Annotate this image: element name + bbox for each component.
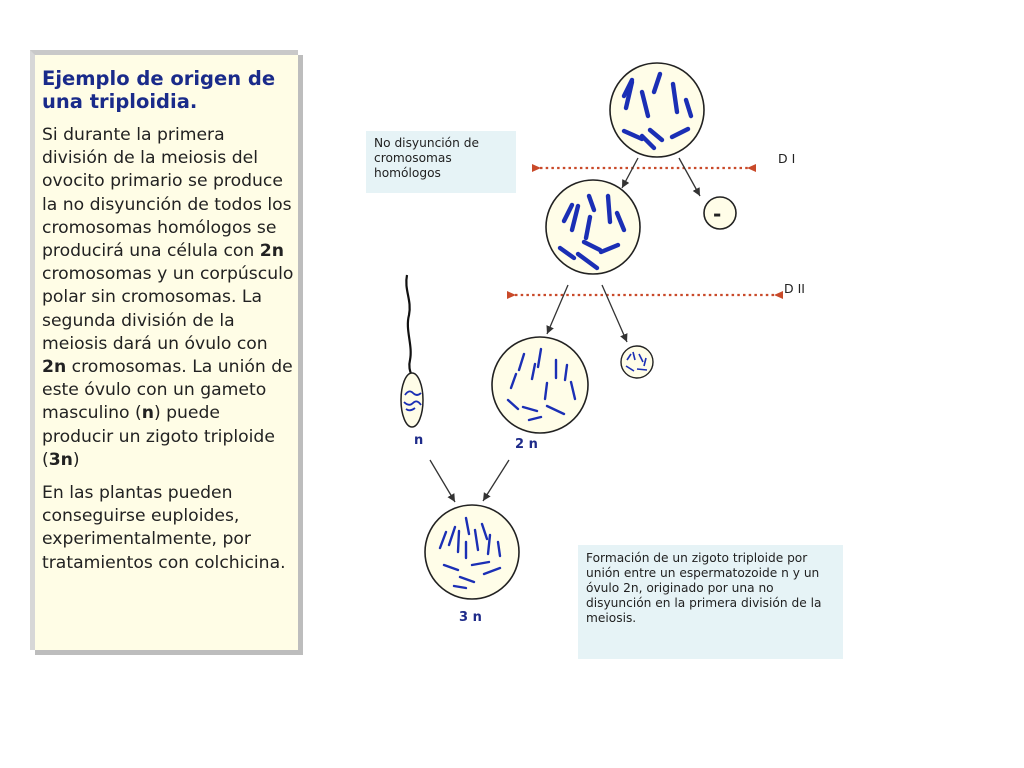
arrow-secondary-to-ovum <box>547 285 568 334</box>
triploid-formation-note: Formación de un zigoto triploide por unión entre un espermatozoide n y un óvulo 2n, originado por una no disyunción en la primera división de la meiosis. <box>578 545 843 659</box>
division-2-label: D II <box>784 281 805 296</box>
arrow-ovum-to-zygote <box>483 460 509 501</box>
sperm-cell <box>401 275 423 427</box>
secondary-oocyte-cell <box>546 180 640 274</box>
zygote-chromosome-count: 3 n <box>459 610 482 625</box>
arrow-oocyte-to-secondary <box>622 158 638 188</box>
plants-paragraph: En las plantas pueden conseguirse euploides, experimentalmente, por tratamientos con colchicina. <box>42 483 286 573</box>
emphasis-3n-zygote: 3n <box>48 449 73 470</box>
paragraph-text-4: ) puede producir un zigoto triploide ( <box>42 403 275 470</box>
arrow-oocyte-to-polar-body <box>679 158 700 196</box>
paragraph-text-5: ) <box>72 449 80 470</box>
emphasis-2n-ovum: 2n <box>42 357 67 378</box>
emphasis-2n-cell: 2n <box>259 241 284 262</box>
arrow-sperm-to-zygote <box>430 460 455 502</box>
panel-title: Ejemplo de origen de una triploidia. <box>42 67 276 113</box>
emphasis-n-gamete: n <box>141 403 154 424</box>
nondisjunction-note: No disyunción de cromosomas homólogos <box>366 131 516 193</box>
polar-body-symbol: - <box>713 202 722 226</box>
paragraph-text-2: cromosomas y un corpúsculo polar sin cromosomas. La segunda división de la meiosis dará un óvulo con <box>42 264 294 354</box>
ovum-2n-cell <box>492 337 588 433</box>
ovum-chromosome-count: 2 n <box>515 437 538 452</box>
polar-body-2 <box>621 346 653 378</box>
arrow-secondary-to-polar-body-2 <box>602 285 627 342</box>
division-1-label: D I <box>778 151 796 166</box>
paragraph-text-1: Si durante la primera división de la meiosis del ovocito primario se produce la no disyunción de todos los cromosomas homólogos se producirá una célula con <box>42 125 292 262</box>
primary-oocyte-cell <box>610 63 704 157</box>
zygote-3n-cell <box>425 505 519 599</box>
paragraph-text-3: cromosomas. La unión de este óvulo con un gameto masculino ( <box>42 357 293 424</box>
sperm-chromosome-count: n <box>414 433 424 448</box>
